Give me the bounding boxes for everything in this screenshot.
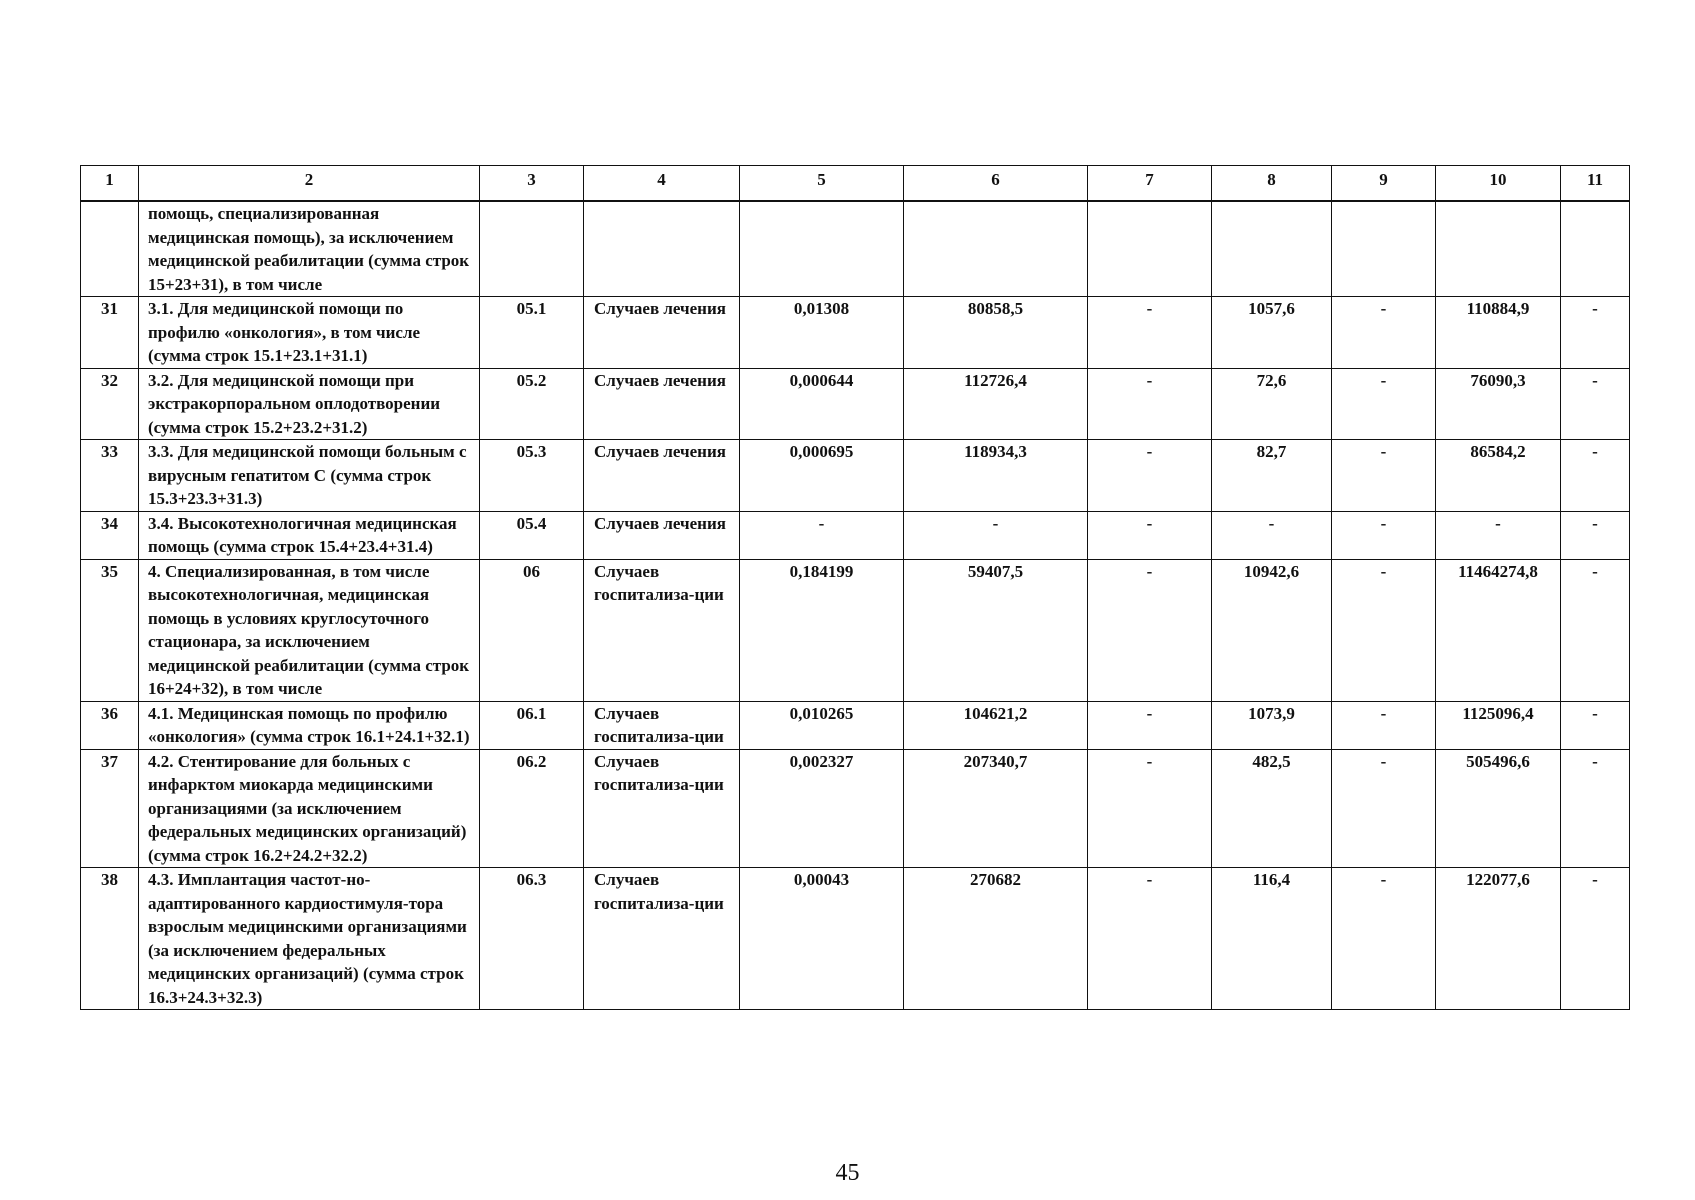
cell-col8: 1057,6	[1212, 297, 1332, 369]
cell-col10: 505496,6	[1436, 749, 1561, 868]
table-row	[81, 868, 1630, 1010]
cell-col9: -	[1332, 440, 1436, 512]
cell-col10: 11464274,8	[1436, 559, 1561, 701]
cell-col11: -	[1561, 559, 1630, 701]
cell-col5: 0,184199	[740, 559, 904, 701]
cell-num: 34	[81, 511, 139, 559]
cell-code: 06	[480, 559, 584, 701]
cell-col6: 270682	[904, 868, 1088, 1010]
table-row	[81, 701, 1630, 749]
cell-col7: -	[1088, 749, 1212, 868]
cell-col7: -	[1088, 440, 1212, 512]
column-header: 6	[904, 166, 1088, 202]
cell-col9	[1332, 201, 1436, 297]
column-header: 7	[1088, 166, 1212, 202]
cell-name: 4.1. Медицинская помощь по профилю «онкология» (сумма строк 16.1+24.1+32.1)	[139, 701, 480, 749]
cell-unit: Случаев лечения	[584, 297, 740, 369]
cell-num: 38	[81, 868, 139, 1010]
table-row	[81, 297, 1630, 369]
cell-name: 4.2. Стентирование для больных с инфарктом миокарда медицинскими организациями (за исключением федеральных медицинских организаций) (сумма строк 16.2+24.2+32.2)	[139, 749, 480, 868]
cell-col8: -	[1212, 511, 1332, 559]
cell-col9: -	[1332, 368, 1436, 440]
cell-col11	[1561, 201, 1630, 297]
cell-col9: -	[1332, 559, 1436, 701]
cell-name: 4. Специализированная, в том числе высокотехнологичная, медицинская помощь в условиях круглосуточного стационара, за исключением медицинской реабилитации (сумма строк 16+24+32), в том числе	[139, 559, 480, 701]
cell-unit: Случаев госпитализа-ции	[584, 559, 740, 701]
cell-col6: 112726,4	[904, 368, 1088, 440]
cell-col6	[904, 201, 1088, 297]
cell-col7: -	[1088, 297, 1212, 369]
cell-col10	[1436, 201, 1561, 297]
cell-col9: -	[1332, 868, 1436, 1010]
table-row	[81, 749, 1630, 868]
column-header: 8	[1212, 166, 1332, 202]
header-row	[81, 166, 1630, 202]
cell-num: 37	[81, 749, 139, 868]
cell-col11: -	[1561, 511, 1630, 559]
cell-col6: 104621,2	[904, 701, 1088, 749]
cell-col5: 0,000695	[740, 440, 904, 512]
cell-col8: 72,6	[1212, 368, 1332, 440]
cell-col9: -	[1332, 701, 1436, 749]
table-row	[81, 511, 1630, 559]
cell-col8: 1073,9	[1212, 701, 1332, 749]
cell-col10: 86584,2	[1436, 440, 1561, 512]
cell-col6: 59407,5	[904, 559, 1088, 701]
cell-code: 05.4	[480, 511, 584, 559]
cell-num: 33	[81, 440, 139, 512]
cell-code	[480, 201, 584, 297]
cell-num: 35	[81, 559, 139, 701]
cell-num: 36	[81, 701, 139, 749]
cell-col9: -	[1332, 297, 1436, 369]
cell-unit: Случаев лечения	[584, 368, 740, 440]
cell-col7: -	[1088, 868, 1212, 1010]
cell-col5	[740, 201, 904, 297]
cell-code: 06.3	[480, 868, 584, 1010]
cell-col7	[1088, 201, 1212, 297]
column-header: 9	[1332, 166, 1436, 202]
cell-code: 06.1	[480, 701, 584, 749]
page-number: 45	[835, 1160, 860, 1186]
cell-col7: -	[1088, 368, 1212, 440]
data-table	[80, 165, 1630, 1010]
cell-code: 05.1	[480, 297, 584, 369]
cell-name: 3.3. Для медицинской помощи больным с вирусным гепатитом С (сумма строк 15.3+23.3+31.3)	[139, 440, 480, 512]
cell-col5: 0,01308	[740, 297, 904, 369]
cell-col11: -	[1561, 297, 1630, 369]
cell-col11: -	[1561, 440, 1630, 512]
cell-col10: 122077,6	[1436, 868, 1561, 1010]
cell-name: помощь, специализированная медицинская помощь), за исключением медицинской реабилитации (сумма строк 15+23+31), в том числе	[139, 201, 480, 297]
cell-unit: Случаев госпитализа-ции	[584, 868, 740, 1010]
cell-col9: -	[1332, 511, 1436, 559]
cell-col7: -	[1088, 701, 1212, 749]
cell-code: 05.3	[480, 440, 584, 512]
column-header: 11	[1561, 166, 1630, 202]
cell-col5: 0,000644	[740, 368, 904, 440]
cell-col6: 80858,5	[904, 297, 1088, 369]
cell-col10: -	[1436, 511, 1561, 559]
cell-col7: -	[1088, 511, 1212, 559]
column-header: 10	[1436, 166, 1561, 202]
column-header: 2	[139, 166, 480, 202]
cell-col6: 118934,3	[904, 440, 1088, 512]
cell-col5: -	[740, 511, 904, 559]
cell-col8	[1212, 201, 1332, 297]
cell-num: 31	[81, 297, 139, 369]
column-header: 3	[480, 166, 584, 202]
table-row	[81, 440, 1630, 512]
cell-unit	[584, 201, 740, 297]
cell-name: 4.3. Имплантация частот-но-адаптированного кардиостимуля-тора взрослым медицинскими организациями (за исключением федеральных медицинских организаций) (сумма строк 16.3+24.3+32.3)	[139, 868, 480, 1010]
cell-col5: 0,010265	[740, 701, 904, 749]
cell-col8: 482,5	[1212, 749, 1332, 868]
table-row	[81, 368, 1630, 440]
table-row	[81, 559, 1630, 701]
cell-col10: 110884,9	[1436, 297, 1561, 369]
cell-col6: -	[904, 511, 1088, 559]
cell-name: 3.4. Высокотехнологичная медицинская помощь (сумма строк 15.4+23.4+31.4)	[139, 511, 480, 559]
cell-name: 3.1. Для медицинской помощи по профилю «онкология», в том числе (сумма строк 15.1+23.1+31.1)	[139, 297, 480, 369]
cell-col11: -	[1561, 701, 1630, 749]
cell-col8: 116,4	[1212, 868, 1332, 1010]
continuation-row	[81, 201, 1630, 297]
cell-unit: Случаев лечения	[584, 511, 740, 559]
cell-unit: Случаев госпитализа-ции	[584, 749, 740, 868]
cell-col9: -	[1332, 749, 1436, 868]
cell-col11: -	[1561, 868, 1630, 1010]
cell-col10: 76090,3	[1436, 368, 1561, 440]
cell-col5: 0,002327	[740, 749, 904, 868]
cell-col7: -	[1088, 559, 1212, 701]
table-body	[81, 201, 1630, 1010]
cell-col8: 82,7	[1212, 440, 1332, 512]
cell-col10: 1125096,4	[1436, 701, 1561, 749]
column-header: 5	[740, 166, 904, 202]
cell-unit: Случаев госпитализа-ции	[584, 701, 740, 749]
cell-num: 32	[81, 368, 139, 440]
cell-name: 3.2. Для медицинской помощи при экстракорпоральном оплодотворении (сумма строк 15.2+23.2+31.2)	[139, 368, 480, 440]
cell-col5: 0,00043	[740, 868, 904, 1010]
cell-code: 05.2	[480, 368, 584, 440]
cell-col11: -	[1561, 368, 1630, 440]
cell-unit: Случаев лечения	[584, 440, 740, 512]
cell-col6: 207340,7	[904, 749, 1088, 868]
cell-col11: -	[1561, 749, 1630, 868]
cell-num	[81, 201, 139, 297]
column-header: 4	[584, 166, 740, 202]
cell-code: 06.2	[480, 749, 584, 868]
cell-col8: 10942,6	[1212, 559, 1332, 701]
column-header: 1	[81, 166, 139, 202]
